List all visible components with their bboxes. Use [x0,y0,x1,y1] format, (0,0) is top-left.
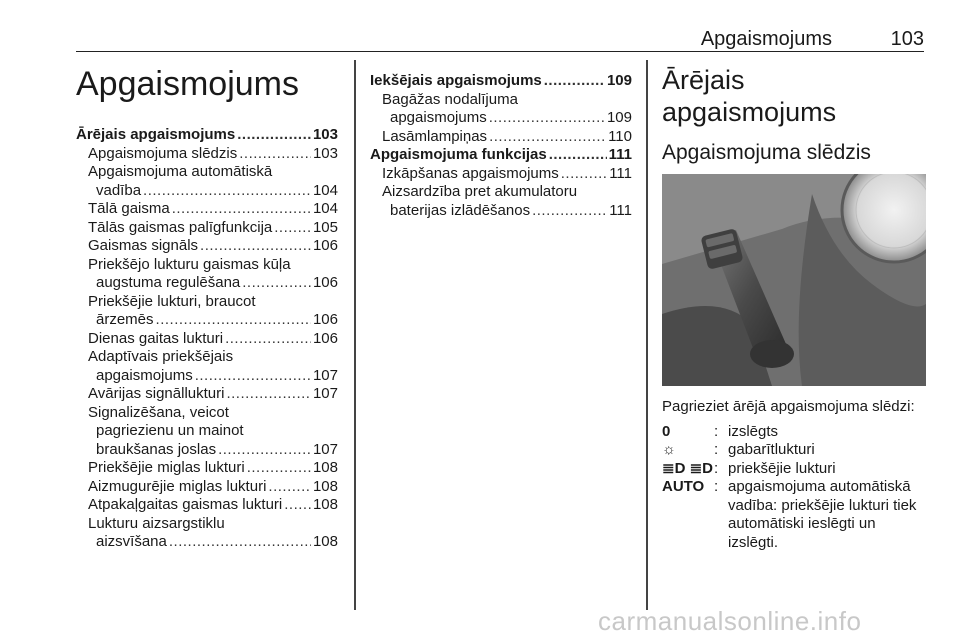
toc-leader-dots [169,533,311,552]
toc-leader-dots [544,72,605,91]
toc-entry-line [76,404,338,423]
toc-entry-line [76,515,338,534]
toc-entry [76,385,338,404]
legend-row [662,423,924,442]
toc-leader-dots [242,274,311,293]
toc-entry-title: pagriezienu un mainot [96,422,244,439]
toc-leader-dots [284,496,311,515]
chapter-title: Apgaismojums [76,65,299,103]
legend-colon: : [714,478,719,495]
toc-leader-dots [489,109,605,128]
toc-entry-page: 105 [312,218,338,236]
page-header [76,28,924,52]
toc-entry-page: 107 [312,366,338,384]
toc-entry [370,202,632,221]
toc-group-entry [76,126,338,145]
toc-entry [76,311,338,330]
toc-entry [370,165,632,184]
toc-leader-dots [237,126,311,145]
toc-entry-page: 108 [312,533,338,550]
switch-position-symbol: ≣D ≣D [662,459,713,477]
toc-entry-page: 111 [609,201,632,219]
toc-entry-title: Apgaismojuma funkcijas [370,146,547,163]
toc-entry-title: braukšanas joslas [96,440,217,458]
toc-entry-title: Atpakaļgaitas gaismas lukturi [88,496,283,513]
toc-leader-dots [489,128,606,147]
toc-entry-page: 103 [312,126,338,143]
legend-colon: : [714,459,719,477]
toc-entry-line [76,293,338,312]
column-3 [662,60,924,552]
toc-leader-dots [274,219,311,238]
toc-leader-dots [200,237,311,256]
toc-entry-page: 106 [312,329,338,347]
toc-entry-title: apgaismojums [96,366,193,384]
legend-colon: : [714,441,719,458]
toc-entry-title: Lasāmlampiņas [382,127,488,145]
toc-entry-title: Tālās gaismas palīgfunkcija [88,218,273,236]
switch-position-symbol: AUTO [662,478,705,495]
toc-entry [76,496,338,515]
toc-entry-title: Iekšējais apgaismojums [370,72,542,89]
toc-entry-line [76,422,338,441]
toc-entry [76,330,338,349]
legend-row [662,441,924,460]
switch-position-description: priekšējie lukturi [728,459,836,477]
toc-entry-title: baterijas izlādēšanos [390,201,531,219]
toc-entry-page: 104 [312,200,338,217]
toc-list-2 [370,72,632,220]
toc-group-entry [370,72,632,91]
switch-position-description: gabarītlukturi [728,441,815,458]
toc-leader-dots [226,385,311,404]
toc-leader-dots [143,182,311,201]
header-section-title: Apgaismojums [700,28,832,50]
toc-entry-title: Aizsardzība pret akumulatoru [382,183,578,200]
toc-entry-page: 106 [312,237,338,254]
switch-position-description: izslēgts [728,422,779,440]
toc-entry-page: 110 [608,127,632,145]
subsection-title: Apgaismojuma slēdzis [662,141,871,164]
watermark-text: carmanualsonline.info [598,606,862,636]
toc-entry-title: apgaismojums [390,109,487,126]
toc-entry [370,128,632,147]
toc-entry-title: ārzemēs [96,311,154,328]
toc-entry-title: Priekšējo lukturu gaismas kūļa [88,255,291,273]
column-divider-2 [646,60,648,610]
toc-entry-page: 109 [606,72,632,89]
toc-leader-dots [218,441,311,460]
toc-leader-dots [172,200,311,219]
toc-entry [76,441,338,460]
toc-entry-title: Avārijas signāllukturi [88,385,225,402]
switch-position-description: apgaismojuma automātiskā vadība: priekšējie lukturi tiek automātiski ieslēgti un izslēgti. [728,478,917,551]
toc-entry-title: aizsvīšana [96,533,167,550]
toc-entry-title: Lukturu aizsargstiklu [88,514,225,532]
toc-entry [76,145,338,164]
toc-leader-dots [195,367,311,386]
toc-entry-title: Izkāpšanas apgaismojums [382,164,559,182]
toc-entry-title: Apgaismojuma automātiskā [88,163,273,180]
toc-entry [76,459,338,478]
toc-leader-dots [532,202,607,221]
toc-entry-page: 106 [312,311,338,328]
toc-entry-line [76,163,338,182]
toc-entry-page: 107 [312,385,338,402]
toc-entry-page: 108 [312,459,338,476]
toc-entry-page: 104 [312,181,338,199]
toc-entry-title: Priekšējie miglas lukturi [88,459,245,476]
toc-entry-title: Dienas gaitas lukturi [88,329,224,347]
light-switch-illustration [662,174,926,386]
toc-entry-page: 107 [312,440,338,458]
toc-leader-dots [239,145,311,164]
toc-entry-page: 109 [606,109,632,126]
toc-entry-line [76,256,338,275]
toc-leader-dots [247,459,311,478]
toc-leader-dots [561,165,607,184]
legend-row [662,478,924,552]
toc-leader-dots [225,330,311,349]
toc-entry [76,200,338,219]
toc-entry [76,533,338,552]
toc-entry-title: augstuma regulēšana [96,274,241,291]
toc-entry-page: 108 [312,477,338,495]
toc-entry-title: Priekšējie lukturi, braucot [88,292,256,310]
toc-entry-page: 108 [312,496,338,513]
switch-positions-legend [662,423,924,553]
toc-entry-title: Adaptīvais priekšējais [88,348,234,365]
section-title: Ārējais apgaismojums [662,65,837,127]
toc-leader-dots [156,311,311,330]
toc-entry-title: vadība [96,181,142,199]
toc-entry-title: Ārējais apgaismojums [76,126,236,143]
toc-entry [76,219,338,238]
toc-entry [76,237,338,256]
instruction-text: Pagrieziet ārējā apgaismojuma slēdzi: [662,398,915,415]
toc-entry-title: Gaismas signāls [88,237,199,254]
toc-entry [370,109,632,128]
toc-entry-line [76,348,338,367]
legend-row [662,460,924,479]
toc-group-entry [370,146,632,165]
column-1 [76,60,338,552]
toc-entry-title: Aizmugurējie miglas lukturi [88,477,267,495]
toc-entry-page: 106 [312,274,338,291]
toc-entry-line [370,183,632,202]
legend-colon: : [714,422,719,440]
toc-entry [76,182,338,201]
switch-position-symbol: 0 [662,422,671,440]
toc-entry-title: Signalizēšana, veicot [88,403,229,421]
toc-entry-title: Apgaismojuma slēdzis [88,144,238,162]
header-page-number: 103 [890,28,924,50]
toc-entry [76,367,338,386]
switch-position-symbol: ☼ [662,441,676,458]
toc-entry-title: Tālā gaisma [88,200,170,217]
toc-entry-line [370,91,632,110]
toc-entry [76,274,338,293]
column-divider-1 [354,60,356,610]
toc-leader-dots [549,146,607,165]
toc-entry-page: 111 [608,146,632,163]
toc-entry-page: 103 [312,144,338,162]
toc-entry-title: Bagāžas nodalījuma [382,90,518,108]
light-switch-photo [662,174,926,386]
toc-entry-page: 111 [609,164,632,182]
toc-entry [76,478,338,497]
toc-list-1 [76,126,338,552]
column-2 [370,60,632,220]
toc-leader-dots [268,478,311,497]
